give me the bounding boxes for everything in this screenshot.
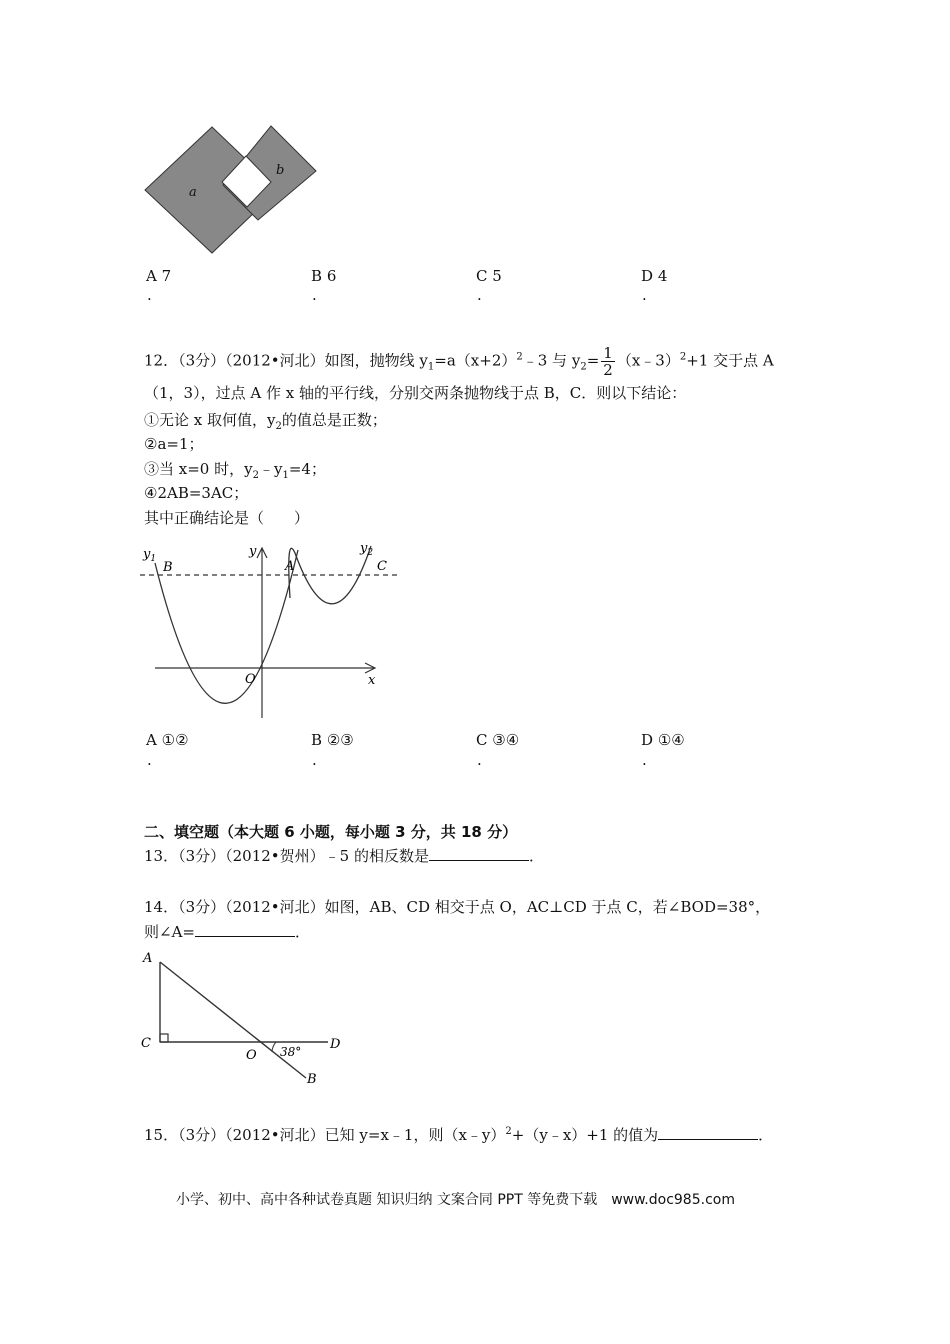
q12-option-b[interactable]: B ②③: [311, 731, 354, 749]
q12-question: 其中正确结论是（ ）: [144, 509, 310, 527]
angle-arc-38: [272, 1042, 276, 1052]
q15-answer-blank[interactable]: [658, 1125, 758, 1140]
label-C: C: [377, 559, 387, 574]
q12-option-d[interactable]: D ①④: [641, 731, 685, 749]
label-x-axis: x: [368, 673, 376, 688]
q11-dot-a: .: [147, 286, 152, 304]
label-B: B: [307, 1072, 317, 1087]
q12-parabola-figure: [135, 538, 405, 723]
q15-stem: 15．（3分）（2012•河北）已知 y=x﹣1，则（x﹣y）$^2$+（y﹣x）+1 的值为 ．: [144, 1126, 774, 1144]
q12-statement-3: ③当 x=0 时，$y_2﹣y_1=4$；: [144, 460, 326, 481]
label-O: O: [246, 1048, 257, 1063]
segment-AB: [160, 962, 306, 1078]
label-angle-38: 38°: [280, 1045, 302, 1059]
label-y-axis: y: [249, 544, 257, 559]
label-C: C: [141, 1036, 151, 1051]
label-y2: $y_2$: [360, 541, 374, 558]
q12-dot-d: .: [642, 751, 647, 769]
right-angle-mark: [160, 1034, 168, 1042]
q12-option-c[interactable]: C ③④: [476, 731, 520, 749]
q12-dot-c: .: [477, 751, 482, 769]
q12-dot-a: .: [147, 751, 152, 769]
q12-statement-2: ②a=1；: [144, 435, 204, 453]
q12-statement-4: ④2AB=3AC；: [144, 484, 249, 502]
q12-option-a[interactable]: A ①②: [146, 731, 189, 749]
label-y1: $y_1$: [143, 547, 157, 564]
q13-stem: 13．（3分）（2012•贺州）﹣5 的相反数是 ．: [144, 847, 544, 865]
q11-dot-d: .: [642, 286, 647, 304]
label-B: B: [163, 560, 173, 575]
q11-option-d[interactable]: D 4: [641, 267, 668, 285]
q14-answer-blank[interactable]: [195, 922, 295, 937]
label-b: b: [276, 163, 285, 178]
label-A: A: [285, 559, 295, 574]
q11-squares-figure: [140, 120, 325, 260]
label-D: D: [330, 1037, 341, 1052]
label-a: a: [189, 185, 197, 200]
label-O: O: [245, 672, 256, 687]
q14-stem: 14．（3分）（2012•河北）如图，AB、CD 相交于点 O，AC⊥CD 于点 C，若∠BOD=38°，: [144, 898, 771, 916]
q12-fraction: $\frac{1}{2}$: [603, 344, 613, 379]
q12-statement-1: ①无论 x 取何值，$y_2$的值总是正数；: [144, 411, 387, 432]
label-A: A: [143, 951, 153, 966]
q11-dot-c: .: [477, 286, 482, 304]
q14-stem-line2: 则∠A= ．: [144, 923, 310, 941]
q11-option-a[interactable]: A 7: [146, 267, 172, 285]
q11-dot-b: .: [312, 286, 317, 304]
q12-stem-line2: （1，3），过点 A 作 x 轴的平行线，分别交两条抛物线于点 B，C．则以下结论：: [144, 384, 687, 402]
q12-dot-b: .: [312, 751, 317, 769]
parabola-y1: [155, 550, 298, 703]
q11-option-b[interactable]: B 6: [311, 267, 337, 285]
q13-answer-blank[interactable]: [429, 846, 529, 861]
section-2-title: 二、填空题（本大题 6 小题，每小题 3 分，共 18 分）: [144, 823, 518, 841]
q12-stem-line1: 12．（3分）（2012•河北）如图，抛物线 $y_1=a(x+2)^2﹣3$ 与 $y_2=$ $\frac{1}{2}$ （x﹣3）$^2$+1 交于点 A: [144, 344, 774, 379]
q14-triangle-figure: [138, 948, 353, 1093]
footer-text: 小学、初中、高中各种试卷真题 知识归纳 文案合同 PPT 等免费下载 www.doc985.com: [176, 1192, 735, 1208]
q11-option-c[interactable]: C 5: [476, 267, 502, 285]
